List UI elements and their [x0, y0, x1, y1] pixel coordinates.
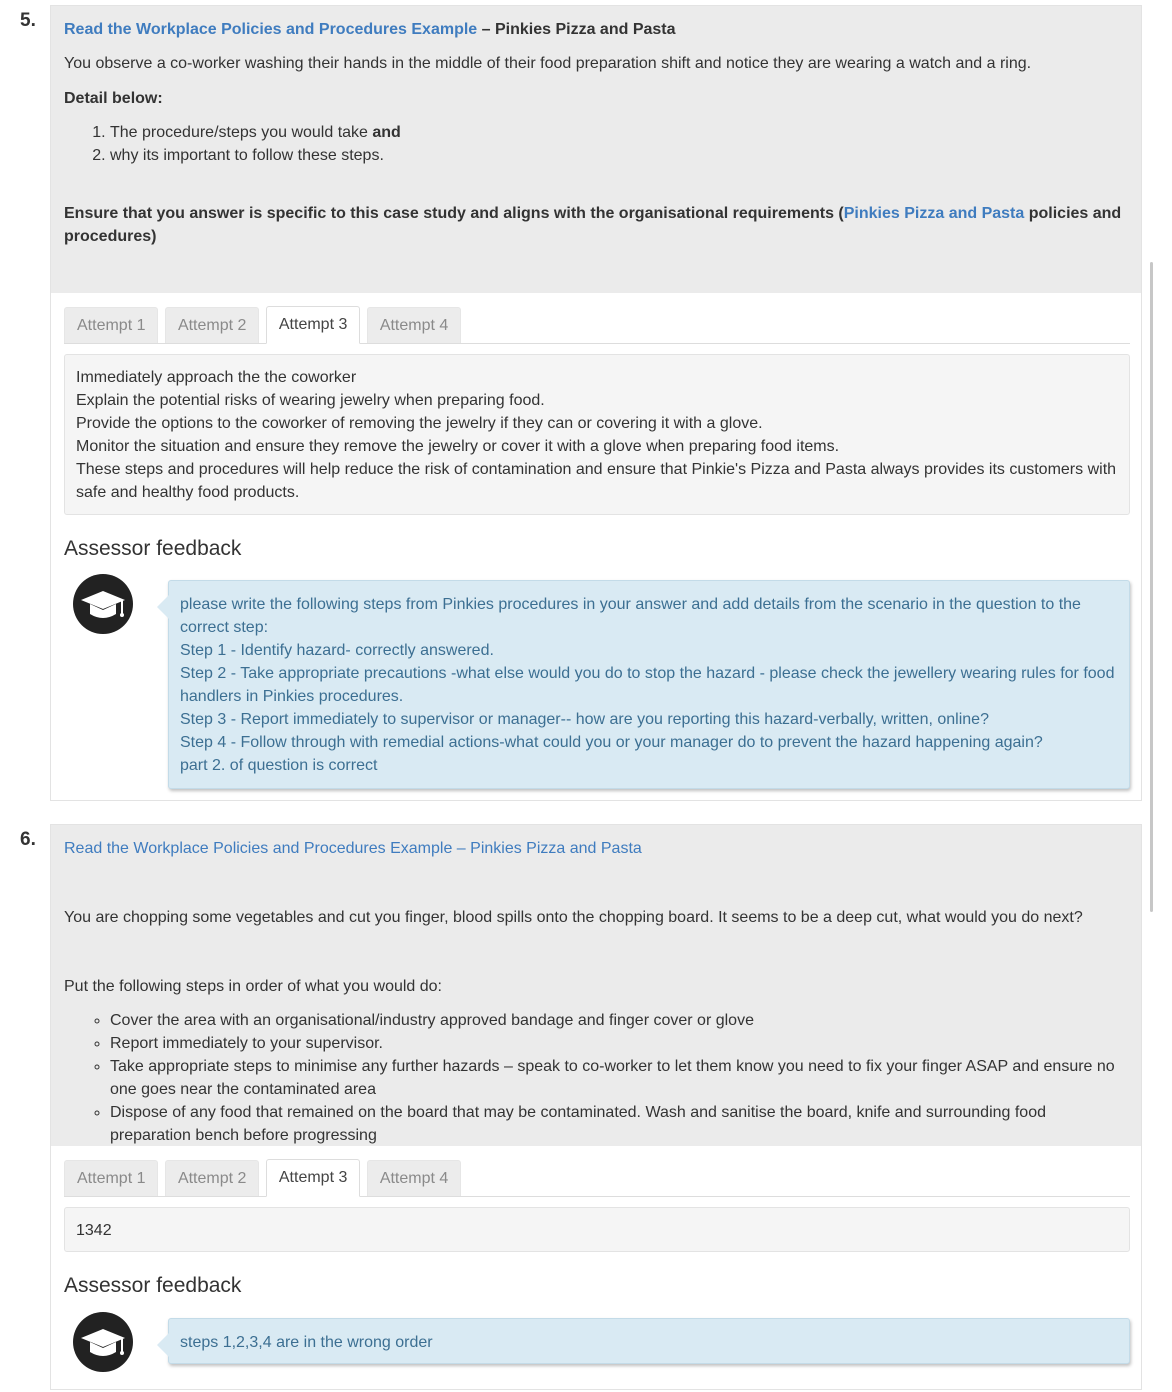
- feedback-line: please write the following steps from Pinkies procedures in your answer and add details from the scenario in the question to the correct step:: [180, 596, 1081, 636]
- tab-attempt-3[interactable]: Attempt 3: [266, 306, 360, 344]
- feedback-line: Step 1 - Identify hazard- correctly answered.: [180, 642, 494, 659]
- list-item: ◦ Cover the area with an organisational/industry approved bandage and finger cover or glove: [110, 1009, 1128, 1032]
- pinkies-link[interactable]: Pinkies Pizza and Pasta: [843, 205, 1025, 222]
- answer-line: These steps and procedures will help reduce the risk of contamination and ensure that Pinkie's Pizza and Pasta always provides its customers with safe and healthy food products.: [76, 461, 1117, 501]
- ensure-instruction: Ensure that you answer is specific to this case study and aligns with the organisational requirements (Pinkies Pizza and Pasta policies and procedures): [64, 205, 1122, 245]
- question-scenario: You observe a co-worker washing their hands in the middle of their food preparation shift and notice they are wearing a watch and a ring.: [64, 55, 1032, 72]
- question-card: [50, 824, 1142, 1390]
- question-title: – Pinkies Pizza and Pasta: [477, 21, 676, 38]
- policies-link[interactable]: Read the Workplace Policies and Procedures Example: [64, 21, 478, 38]
- tab-attempt-2[interactable]: Attempt 2: [165, 307, 259, 343]
- list-item: ◦ Take appropriate steps to minimise any further hazards – speak to co-worker to let them know you need to fix your finger ASAP and ensure no one goes near the contaminated area: [110, 1055, 1128, 1101]
- question-scenario: You are chopping some vegetables and cut you finger, blood spills onto the chopping board. It seems to be a deep cut, what would you do next?: [64, 909, 1083, 926]
- steps-list: [64, 1009, 1128, 1147]
- answer-line: Monitor the situation and ensure they remove the jewelry or cover it with a glove when preparing food items.: [76, 438, 840, 455]
- question-prompt: [51, 6, 1141, 293]
- feedback-line: Step 2 - Take appropriate precautions -what else would you do to stop the hazard - please check the jewellery wearing rules for food handlers in Pinkies procedures.: [180, 665, 1115, 705]
- graduation-cap-icon: [73, 1312, 133, 1372]
- feedback-line: part 2. of question is correct: [180, 757, 378, 774]
- answer-line: Immediately approach the the coworker: [76, 369, 357, 386]
- list-item: 1. The procedure/steps you would take and: [110, 121, 1128, 144]
- attempt-tabs: [64, 305, 1130, 344]
- assessor-feedback-title: Assessor feedback: [64, 537, 242, 560]
- answer-line: Provide the options to the coworker of removing the jewelry if they can or covering it with a glove.: [76, 415, 763, 432]
- assessor-feedback-title: Assessor feedback: [64, 1274, 242, 1297]
- policies-link[interactable]: Read the Workplace Policies and Procedures Example – Pinkies Pizza and Pasta: [64, 840, 642, 857]
- question-prompt: [51, 825, 1141, 1146]
- tab-attempt-1[interactable]: Attempt 1: [64, 1160, 158, 1196]
- tab-attempt-1[interactable]: Attempt 1: [64, 307, 158, 343]
- question-number: 6.: [20, 829, 36, 850]
- tab-attempt-3[interactable]: Attempt 3: [266, 1159, 360, 1197]
- detail-label: Detail below:: [64, 90, 163, 107]
- tab-attempt-2[interactable]: Attempt 2: [165, 1160, 259, 1196]
- answer-box: [64, 354, 1130, 515]
- list-item: ◦ Dispose of any food that remained on the board that may be contaminated. Wash and sanitise the board, knife and surrounding food preparation bench before progressing: [110, 1101, 1128, 1147]
- answer-box: [64, 1207, 1130, 1252]
- feedback-line: steps 1,2,3,4 are in the wrong order: [180, 1334, 433, 1351]
- feedback-bubble: [168, 580, 1130, 789]
- list-item: 2. why its important to follow these steps.: [110, 144, 1128, 167]
- list-item: ◦ Report immediately to your supervisor.: [110, 1032, 1128, 1055]
- feedback-line: Step 4 - Follow through with remedial actions-what could you or your manager do to prevent the hazard happening again?: [180, 734, 1043, 751]
- tab-attempt-4[interactable]: Attempt 4: [367, 1160, 461, 1196]
- scrollbar[interactable]: [1150, 262, 1153, 912]
- feedback-bubble: [168, 1318, 1130, 1364]
- feedback-line: Step 3 - Report immediately to supervisor or manager-- how are you reporting this hazard-verbally, written, online?: [180, 711, 989, 728]
- assessor-avatar: [73, 1312, 133, 1372]
- assessor-avatar: [73, 574, 133, 634]
- graduation-cap-icon: [73, 574, 133, 634]
- answer-line: Explain the potential risks of wearing jewelry when preparing food.: [76, 392, 545, 409]
- tab-attempt-4[interactable]: Attempt 4: [367, 307, 461, 343]
- detail-list: [64, 121, 1128, 167]
- attempt-tabs: [64, 1158, 1130, 1197]
- question-card: [50, 5, 1142, 801]
- answer-line: 1342: [76, 1222, 112, 1239]
- question-number: 5.: [20, 10, 36, 31]
- order-label: Put the following steps in order of what you would do:: [64, 978, 442, 995]
